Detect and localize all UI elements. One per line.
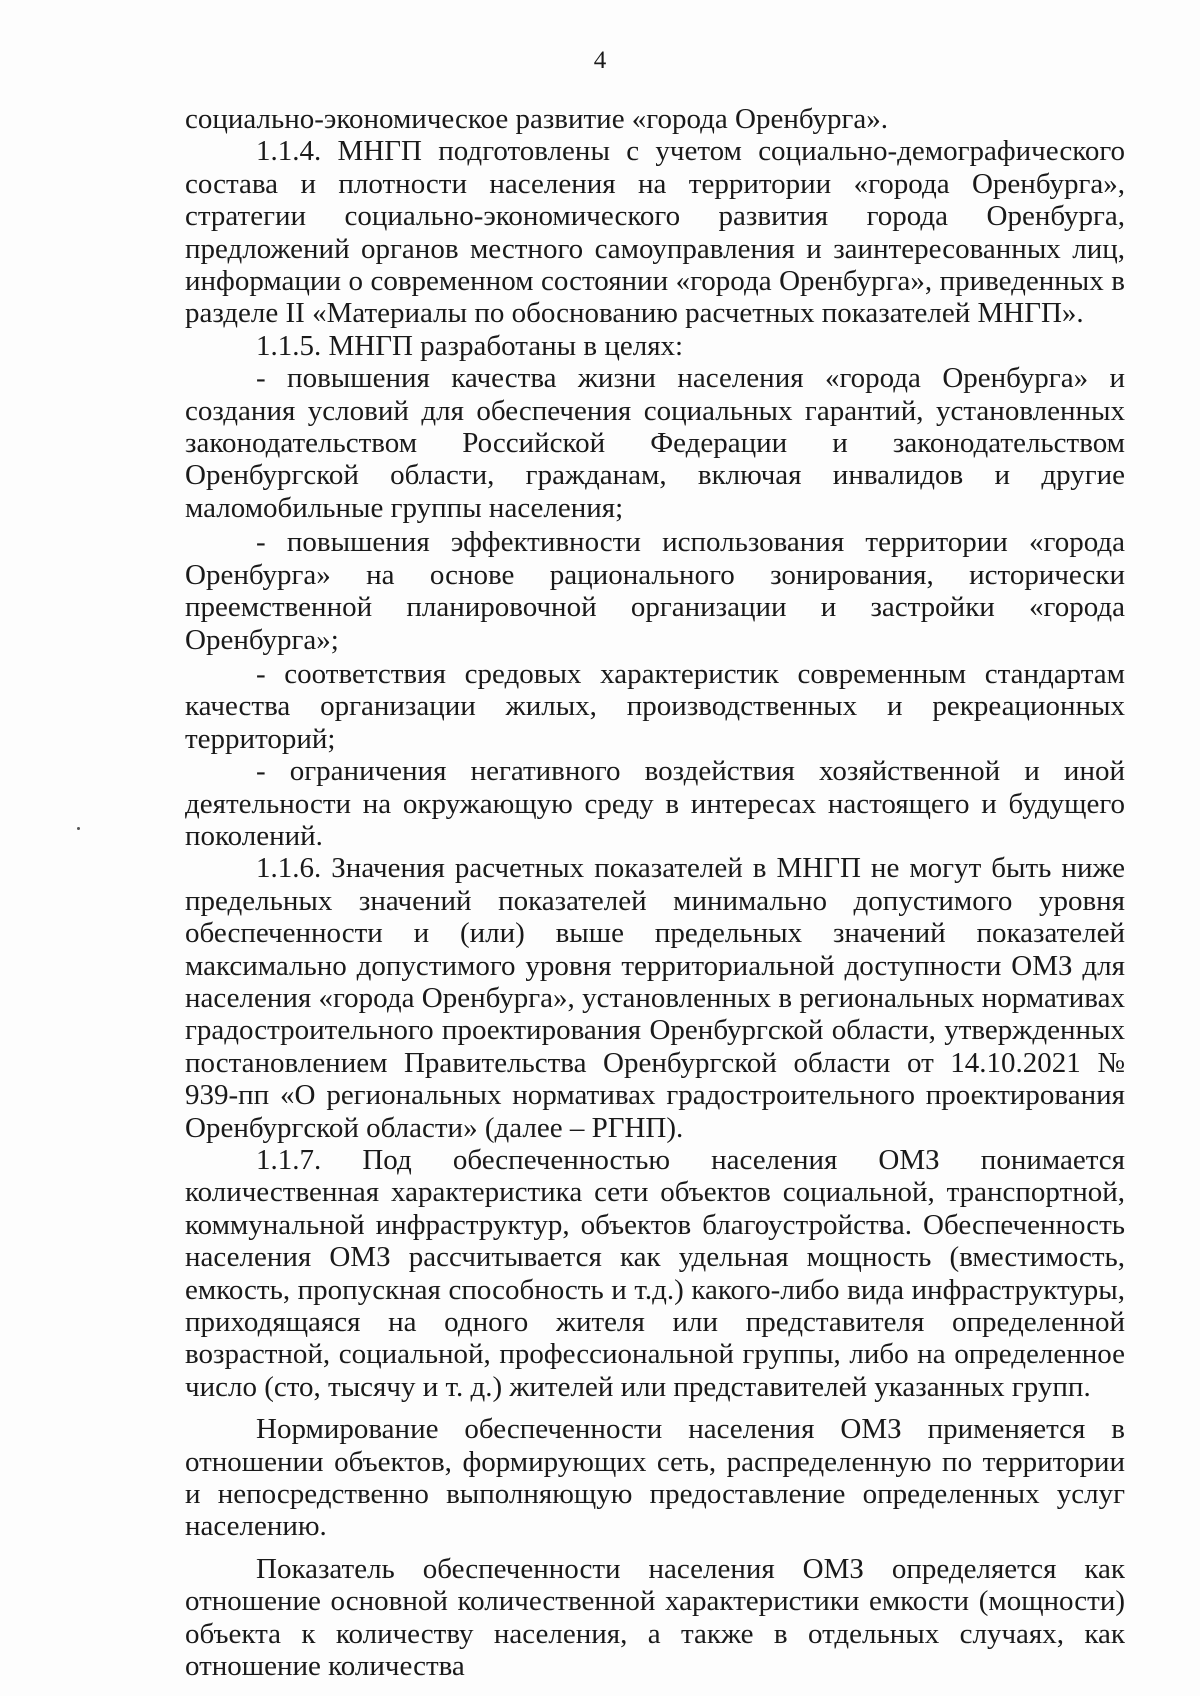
paragraph-1-1-7: 1.1.7. Под обеспеченностью населения ОМЗ понимается количественная характеристика сети объектов социальной, транспортной, коммунальной инфраструктур, объектов благоустройства. Обеспеченность населения ОМЗ рассчитывается как удельная мощность (вместимость, емкость, пропускная способность и т.д.) какого-либо вида инфраструктуры, приходящаяся на одного жителя или представителя определенной возрастной, социальной, профессиональной группы, либо на определенное число (сто, тысячу и т. д.) жителей или представителей указанных групп. <box>185 1144 1125 1403</box>
paragraph-1-1-4: 1.1.4. МНГП подготовлены с учетом социально-демографического состава и плотности населения на территории «города Оренбурга», стратегии социально-экономического развития города Оренбурга, предложений органов местного самоуправления и заинтересованных лиц, информации о современном состоянии «города Оренбурга», приведенных в разделе II «Материалы по обоснованию расчетных показателей МНГП». <box>185 135 1125 330</box>
list-item-negative-impact: - ограничения негативного воздействия хозяйственной и иной деятельности на окружающую среду в интересах настоящего и будущего поколений. <box>185 755 1125 852</box>
page-number: 4 <box>593 47 607 74</box>
document-body <box>185 103 1125 1683</box>
paragraph-1-1-5: 1.1.5. МНГП разработаны в целях: <box>256 329 684 362</box>
list-item-quality-of-life: - повышения качества жизни населения «города Оренбурга» и создания условий для обеспечения социальных гарантий, установленных законодательством Российской Федерации и законодательством Оренбургской области, гражданам, включая инвалидов и другие маломобильные группы населения; <box>185 362 1125 524</box>
paragraph-intro: социально-экономическое развитие «города Оренбурга». <box>185 103 889 135</box>
list-item-territory-efficiency: - повышения эффективности использования территории «города Оренбурга» на основе рационального зонирования, исторически преемственной планировочной организации и застройки «города Оренбурга»; <box>185 526 1125 656</box>
paragraph-norming: Нормирование обеспеченности населения ОМЗ применяется в отношении объектов, формирующих сеть, распределенную по территории и непосредственно выполняющую предоставление определенных услуг населению. <box>185 1413 1125 1543</box>
paragraph-indicator: Показатель обеспеченности населения ОМЗ определяется как отношение основной количественной характеристики емкости (мощности) объекта к количеству населения, а также в отдельных случаях, как отношение количества <box>185 1552 1125 1683</box>
list-item-environment-standards: - соответствия средовых характеристик современным стандартам качества организации жилых, производственных и рекреационных территорий; <box>185 657 1125 755</box>
scan-speck <box>77 827 80 830</box>
paragraph-1-1-6: 1.1.6. Значения расчетных показателей в МНГП не могут быть ниже предельных значений показателей минимально допустимого уровня обеспеченности и (или) выше предельных значений показателей максимально допустимого уровня территориальной доступности ОМЗ для населения «города Оренбурга», установленных в региональных нормативах градостроительного проектирования Оренбургской области, утвержденных постановлением Правительства Оренбургской области от 14.10.2021 № 939-пп «О региональных нормативах градостроительного проектирования Оренбургской области» (далее – РГНП). <box>185 852 1125 1144</box>
